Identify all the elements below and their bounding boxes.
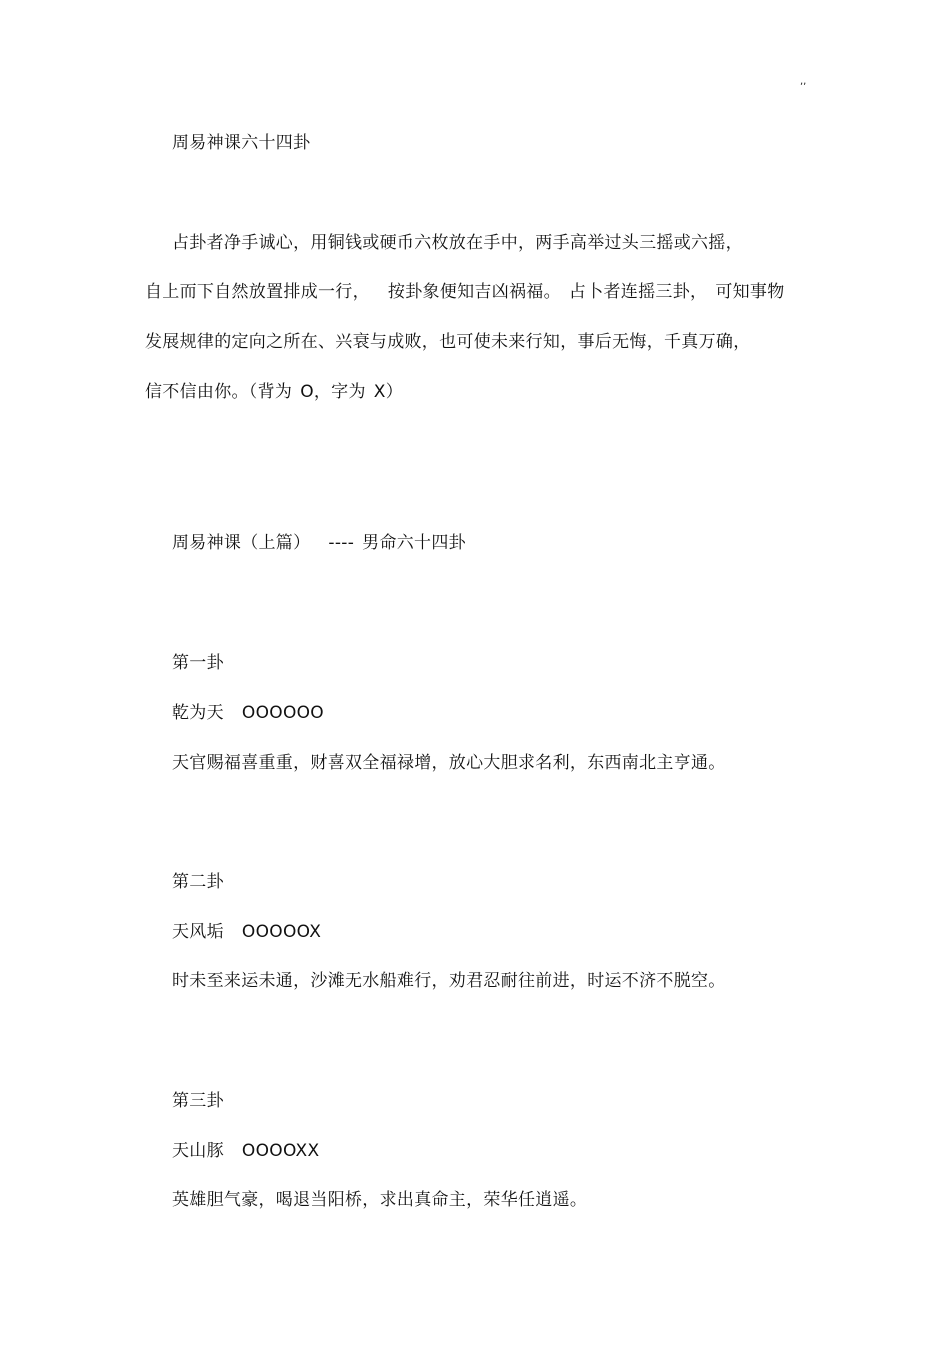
- intro-line-4: [145, 381, 403, 403]
- hexagram-3-verse: 英雄胆气豪，喝退当阳桥，求出真命主，荣华任逍遥。: [172, 1190, 588, 1210]
- corner-mark: ,,: [800, 76, 807, 87]
- hexagram-1-code: OOOOOO: [241, 703, 324, 723]
- hexagram-1-header: [172, 702, 324, 724]
- hexagram-3-header: [172, 1140, 319, 1162]
- hexagram-1-number: 第一卦: [172, 653, 224, 673]
- hexagram-2-number: 第二卦: [172, 872, 224, 892]
- intro-line-2-part-1: 自上而下自然放置排成一行，: [145, 282, 370, 302]
- hexagram-2-name: 天风垢: [172, 922, 224, 942]
- intro-line-4-part-2: O，字为: [300, 382, 366, 402]
- hexagram-1-verse: 天官赐福喜重重，财喜双全福禄增，放心大胆求名利，东西南北主亨通。: [172, 753, 726, 773]
- hexagram-1-name: 乾为天: [172, 703, 224, 723]
- section-title-separator: ----: [328, 533, 355, 553]
- hexagram-3-number: 第三卦: [172, 1091, 224, 1111]
- intro-line-2: [145, 281, 785, 303]
- section-title-part-2: 男命六十四卦: [362, 533, 466, 553]
- document-title: 周易神课六十四卦: [172, 133, 311, 153]
- section-title: [172, 532, 466, 554]
- hexagram-3-name: 天山豚: [172, 1141, 224, 1161]
- section-title-part-1: 周易神课（上篇）: [172, 533, 311, 553]
- intro-line-4-part-3: X）: [373, 382, 404, 402]
- intro-line-4-part-1: 信不信由你。（背为: [145, 382, 293, 402]
- hexagram-2-header: [172, 921, 321, 943]
- intro-line-2-part-4: 可知事物: [715, 282, 785, 302]
- hexagram-2-verse: 时未至来运未通，沙滩无水船难行，劝君忍耐往前进，时运不济不脱空。: [172, 971, 726, 991]
- intro-line-2-part-2: 按卦象便知吉凶祸福。: [387, 282, 561, 302]
- intro-line-1: 占卦者净手诚心，用铜钱或硬币六枚放在手中，两手高举过头三摇或六摇，: [172, 233, 743, 253]
- hexagram-3-code: OOOOXX: [241, 1141, 320, 1161]
- intro-line-2-part-3: 占卜者连摇三卦，: [568, 282, 708, 302]
- intro-line-3: 发展规律的定向之所在、兴衰与成败，也可使未来行知，事后无悔，千真万确，: [145, 332, 751, 352]
- hexagram-2-code: OOOOOX: [241, 922, 322, 942]
